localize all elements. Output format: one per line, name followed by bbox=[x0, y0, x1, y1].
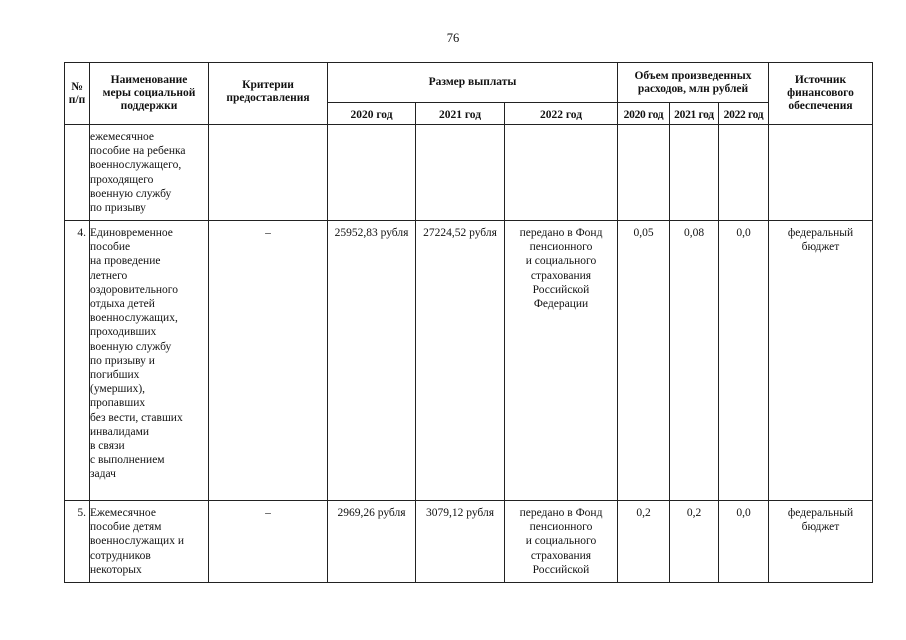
row-number: 5. bbox=[65, 501, 90, 583]
funding-source: федеральный бюджет bbox=[769, 501, 873, 583]
volume-2020: 0,2 bbox=[618, 501, 670, 583]
payment-2021: 3079,12 рубля bbox=[416, 501, 505, 583]
table-row bbox=[65, 501, 873, 583]
volume-2021: 0,08 bbox=[670, 221, 719, 501]
funding-source: федеральный бюджет bbox=[769, 221, 873, 501]
header-vol-year: 2022 год bbox=[719, 103, 769, 125]
measure-name: ежемесячное пособие на ребенка военнослужащего, проходящего военную службу по призыву bbox=[90, 125, 209, 221]
header-pay-year: 2020 год bbox=[328, 103, 416, 125]
funding-source bbox=[769, 125, 873, 221]
table-row bbox=[65, 125, 873, 221]
volume-2020 bbox=[618, 125, 670, 221]
header-payment: Размер выплаты bbox=[328, 63, 618, 103]
payment-2020 bbox=[328, 125, 416, 221]
volume-2021 bbox=[670, 125, 719, 221]
payment-2020: 25952,83 рубля bbox=[328, 221, 416, 501]
payment-2022 bbox=[505, 125, 618, 221]
table-row bbox=[65, 221, 873, 501]
payment-2022: передано в Фонд пенсионного и социального страхования Российской bbox=[505, 501, 618, 583]
header-criteria: Критерии предоставления bbox=[209, 63, 328, 125]
header-name: Наименование меры социальной поддержки bbox=[90, 63, 209, 125]
payment-2020: 2969,26 рубля bbox=[328, 501, 416, 583]
page-number: 76 bbox=[446, 31, 460, 45]
social-support-table bbox=[64, 62, 873, 583]
header-pay-year: 2021 год bbox=[416, 103, 505, 125]
volume-2021: 0,2 bbox=[670, 501, 719, 583]
volume-2022: 0,0 bbox=[719, 501, 769, 583]
payment-2021 bbox=[416, 125, 505, 221]
criteria bbox=[209, 125, 328, 221]
header-vol-year: 2021 год bbox=[670, 103, 719, 125]
row-number: 4. bbox=[65, 221, 90, 501]
criteria: – bbox=[209, 501, 328, 583]
criteria: – bbox=[209, 221, 328, 501]
volume-2020: 0,05 bbox=[618, 221, 670, 501]
payment-2021: 27224,52 рубля bbox=[416, 221, 505, 501]
measure-name: Ежемесячное пособие детям военнослужащих и сотрудников некоторых bbox=[90, 501, 209, 583]
header-num: № п/п bbox=[65, 63, 90, 125]
header-volume: Объем произведенных расходов, млн рублей bbox=[618, 63, 769, 103]
volume-2022 bbox=[719, 125, 769, 221]
header-vol-year: 2020 год bbox=[618, 103, 670, 125]
header-pay-year: 2022 год bbox=[505, 103, 618, 125]
volume-2022: 0,0 bbox=[719, 221, 769, 501]
row-number bbox=[65, 125, 90, 221]
payment-2022: передано в Фонд пенсионного и социального страхования Российской Федерации bbox=[505, 221, 618, 501]
header-source: Источник финансового обеспечения bbox=[769, 63, 873, 125]
measure-name: Единовременное пособие на проведение летнего оздоровительного отдыха детей военнослужащих, проходивших военную службу по призыву и погибших (умерших), пропавших без вести, ставших инвалидами в связи с выполнением задач bbox=[90, 221, 209, 501]
